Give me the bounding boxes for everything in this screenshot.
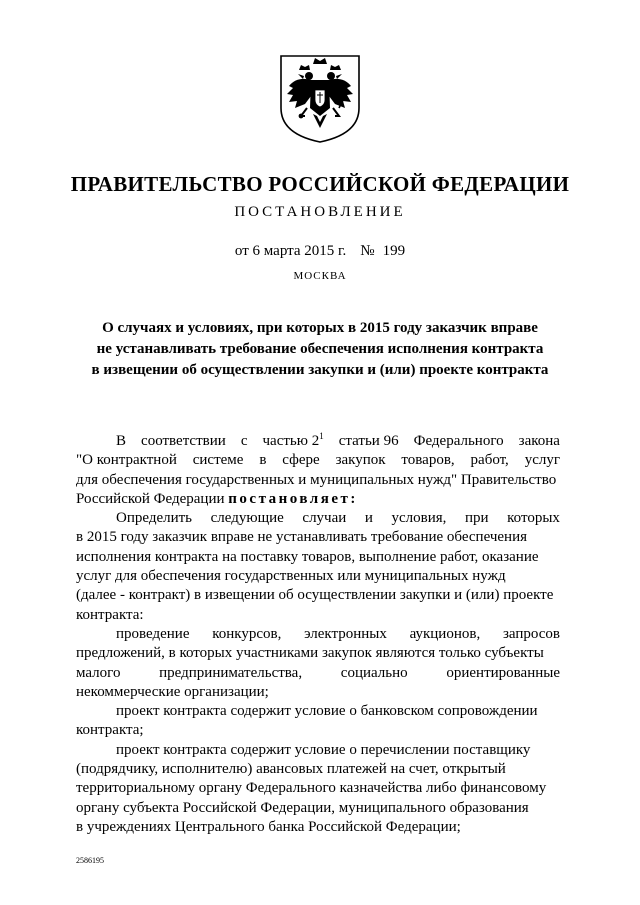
subject-line: О случаях и условиях, при которых в 2015 году заказчик вправе [102,320,538,336]
document-code: 2586195 [76,856,104,865]
word: проведение [116,625,190,642]
decree-date: от 6 марта 2015 г. [234,243,347,259]
paragraph-line: контракта; [76,722,144,739]
word: малого [76,664,121,681]
word: соответствии [141,433,226,449]
word-part: частью 2 [262,433,320,449]
word: Федерального [413,433,504,449]
paragraph-line: проект контракта содержит условие о перечислении поставщику [116,741,531,758]
paragraph-line [76,490,560,509]
subject-line: в извещении об осуществлении закупки и (или) проекте контракта [91,362,549,378]
word: статьи 96 [338,433,399,449]
word: системе [192,452,244,469]
date-line [0,243,640,260]
paragraph-line: для обеспечения государственных и муниципальных нужд" Правительство [76,471,557,488]
paragraph-line: территориальному органу Федерального казначейства либо финансовому [76,780,547,797]
paragraph-line: некоммерческие организации; [76,683,269,700]
decree-body [76,432,560,837]
word: закона [518,433,560,449]
word: при [465,510,489,527]
word: запросов [502,625,560,642]
subject-line: не устанавливать требование обеспечения исполнения контракта [96,341,544,357]
paragraph-line: в учреждениях Центрального банка Российской Федерации; [76,818,461,835]
paragraph-line: проект контракта содержит условие о банковском сопровождении [116,703,538,720]
word: социально [340,664,408,681]
paragraph-line: услуг для обеспечения государственных или муниципальных нужд [76,568,506,585]
coat-of-arms-icon [275,50,365,146]
word: которых [507,510,560,527]
decree-number: 199 [382,243,406,259]
resolves-word: постановляет: [228,490,358,507]
word [263,432,324,451]
paragraph-line: в 2015 году заказчик вправе не устанавливать требование обеспечения [76,529,528,546]
superscript: 1 [319,431,324,441]
city: МОСКВА [293,270,347,282]
word: случаи [302,510,347,527]
paragraph-line [76,509,560,528]
government-title: ПРАВИТЕЛЬСТВО РОССИЙСКОЙ ФЕДЕРАЦИИ [70,172,570,196]
word: "О контрактной [76,452,177,469]
word: с [240,433,248,449]
word: сфере [282,452,320,469]
document-type: ПОСТАНОВЛЕНИЕ [234,204,406,220]
paragraph-line [76,451,560,470]
word: следующие [210,510,284,527]
word: ориентированные [446,664,560,681]
word: электронных [304,625,387,642]
word: работ, [470,452,509,469]
paragraph-line: (подрядчику, исполнителю) авансовых платежей на счет, открытый [76,761,506,778]
line-text: Российской Федерации [76,490,229,507]
paragraph-line: контракта: [76,606,144,623]
word: и [364,510,373,527]
paragraph-line: органу субъекта Российской Федерации, муниципального образования [76,799,529,816]
paragraph-line: исполнения контракта на поставку товаров, выполнение работ, оказание [76,548,539,565]
word: аукционов, [409,625,481,642]
paragraph-line [76,625,560,644]
paragraph-line [76,432,560,451]
word: условия, [391,510,447,527]
paragraph-line: (далее - контракт) в извещении об осуществлении закупки и (или) проекте [76,587,554,604]
word: предпринимательства, [159,664,303,681]
paragraph-line [76,664,560,683]
paragraph-line: предложений, в которых участниками закупок являются только субъекты [76,645,544,662]
word: Определить [116,510,193,527]
decree-subject [60,318,580,381]
word: товаров, [401,452,455,469]
word: в [259,452,267,469]
word: услуг [524,452,560,469]
number-mark: № [360,243,375,259]
word: закупок [335,452,386,469]
word: В [116,433,127,449]
word: конкурсов, [212,625,282,642]
